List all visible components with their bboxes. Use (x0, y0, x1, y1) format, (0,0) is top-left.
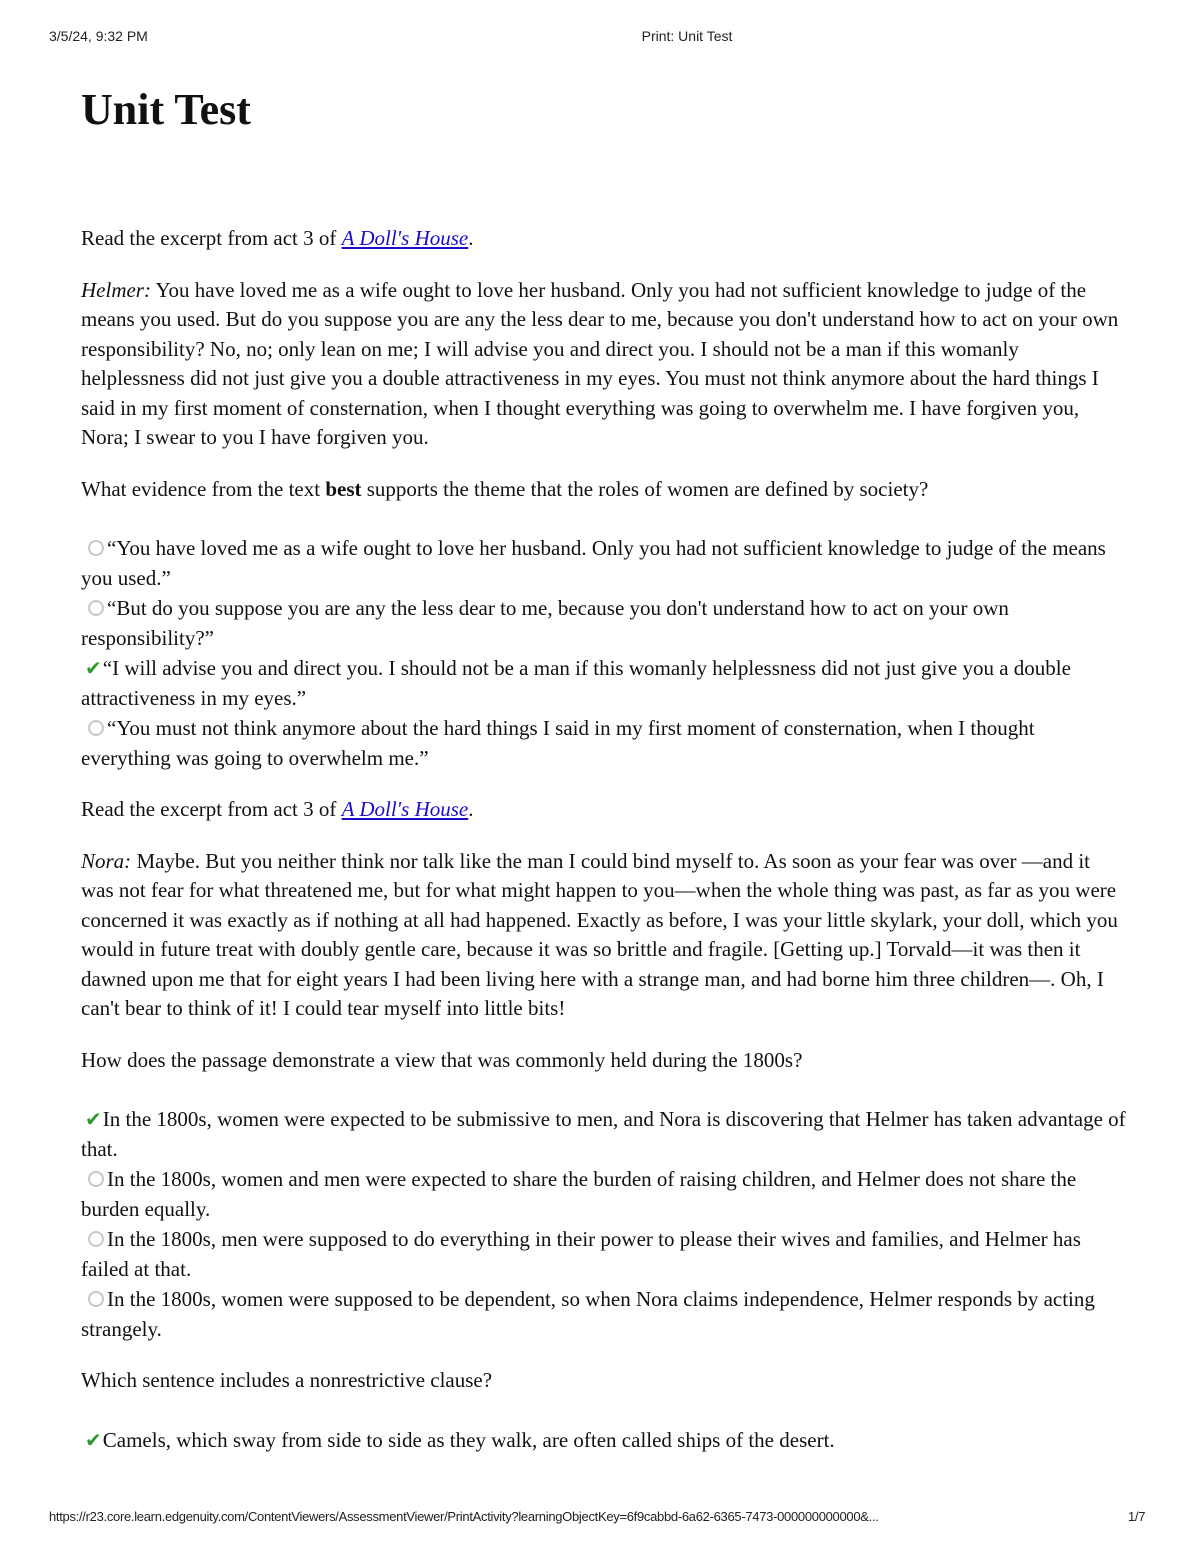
print-date: 3/5/24, 9:32 PM (49, 28, 148, 44)
radio-icon (88, 720, 104, 736)
intro-text: Read the excerpt from act 3 of (81, 797, 342, 821)
option-text: “But do you suppose you are any the less dear to me, because you don't understand how to act on your own responsibility?” (81, 596, 1009, 650)
radio-icon (88, 1171, 104, 1187)
answer-option[interactable] (81, 1426, 1126, 1456)
intro-end: . (468, 797, 474, 821)
question-text-end: supports the theme that the roles of women are defined by society? (361, 476, 929, 501)
q3-options (81, 1418, 1126, 1456)
q3-question: Which sentence includes a nonrestrictive clause? (81, 1368, 493, 1392)
option-text: In the 1800s, women were supposed to be dependent, so when Nora claims independence, Helmer responds by acting strangely. (81, 1287, 1095, 1341)
q2-question: How does the passage demonstrate a view that was commonly held during the 1800s? (81, 1047, 803, 1072)
speaker: Nora: (81, 848, 132, 873)
dolls-house-link[interactable]: A Doll's House (341, 797, 469, 821)
radio-icon (88, 600, 104, 616)
answer-option[interactable] (81, 534, 1126, 593)
dolls-house-link[interactable]: A Doll's House (341, 226, 469, 250)
passage-text: You have loved me as a wife ought to love her husband. Only you had not sufficient knowledge to judge of the means you used. But do you suppose you are any the less dear to me, because you don't understand how to act on your own responsibility? No, no; only lean on me; I will advise you and direct you. I should not be a man if this womanly helplessness did not just give you a double attractiveness in my eyes. You must not think anymore about the hard things I said in my first moment of consternation, when I thought everything was going to overwhelm me. I have forgiven you, Nora; I swear to you I have forgiven you. (81, 277, 1119, 449)
q2-intro (81, 795, 1126, 825)
question-text: What evidence from the text (81, 476, 326, 501)
checkmark-icon: ✔ (85, 1107, 102, 1131)
q1-question (81, 475, 1126, 505)
option-text: Camels, which sway from side to side as they walk, are often called ships of the desert. (102, 1427, 835, 1452)
q2-passage (81, 847, 1126, 1024)
checkmark-icon: ✔ (85, 1427, 102, 1452)
q1-options (81, 526, 1126, 773)
speaker: Helmer: (81, 277, 151, 302)
answer-option[interactable] (81, 654, 1126, 713)
q1-passage (81, 276, 1126, 453)
intro-end: . (468, 226, 474, 250)
passage-text: Maybe. But you neither think nor talk like the man I could bind myself to. As soon as your fear was over —and it was not fear for what threatened me, but for what might happen to you—when the whole thing was past, as far as you were concerned it was exactly as if nothing at all had happened. Exactly as before, I was your little skylark, your doll, which you would in future treat with doubly gentle care, because it was so brittle and fragile. [Getting up.] Torvald—it was then it dawned upon me that for eight years I had been living here with a strange man, and had borne him three children—. Oh, I can't bear to think of it! I could tear myself into little bits! (81, 848, 1118, 1020)
answer-option[interactable] (81, 1105, 1126, 1164)
question-bold: best (325, 476, 362, 501)
radio-icon (88, 1231, 104, 1247)
option-text: In the 1800s, men were supposed to do everything in their power to please their wives and families, and Helmer has failed at that. (81, 1227, 1081, 1281)
checkmark-icon: ✔ (85, 656, 102, 680)
intro-text: Read the excerpt from act 3 of (81, 226, 342, 250)
option-text: “You must not think anymore about the hard things I said in my first moment of consternation, when I thought everything was going to overwhelm me.” (81, 716, 1035, 770)
print-title: Print: Unit Test (641, 28, 733, 44)
option-text: In the 1800s, women were expected to be submissive to men, and Nora is discovering that Helmer has taken advantage of that. (81, 1107, 1126, 1161)
option-text: In the 1800s, women and men were expected to share the burden of raising children, and Helmer does not share the burden equally. (81, 1167, 1077, 1221)
footer-url: https://r23.core.learn.edgenuity.com/ContentViewers/AssessmentViewer/PrintActivity?learningObjectKey=6f9cabbd-6a62-6365-7473-000000000000&... (49, 1509, 879, 1524)
content (81, 224, 1126, 1477)
answer-option[interactable] (81, 714, 1126, 773)
answer-option[interactable] (81, 1165, 1126, 1224)
option-text: “You have loved me as a wife ought to love her husband. Only you had not sufficient knowledge to judge of the means you used.” (81, 536, 1106, 590)
option-text: “I will advise you and direct you. I should not be a man if this womanly helplessness did not just give you a double attractiveness in my eyes.” (81, 656, 1071, 710)
q2-options (81, 1097, 1126, 1344)
answer-option[interactable] (81, 1285, 1126, 1344)
radio-icon (88, 1291, 104, 1307)
q1-intro (81, 224, 1126, 254)
page-number: 1/7 (1128, 1509, 1146, 1524)
radio-icon (88, 540, 104, 556)
answer-option[interactable] (81, 1225, 1126, 1284)
answer-option[interactable] (81, 594, 1126, 653)
page-title: Unit Test (81, 85, 251, 134)
